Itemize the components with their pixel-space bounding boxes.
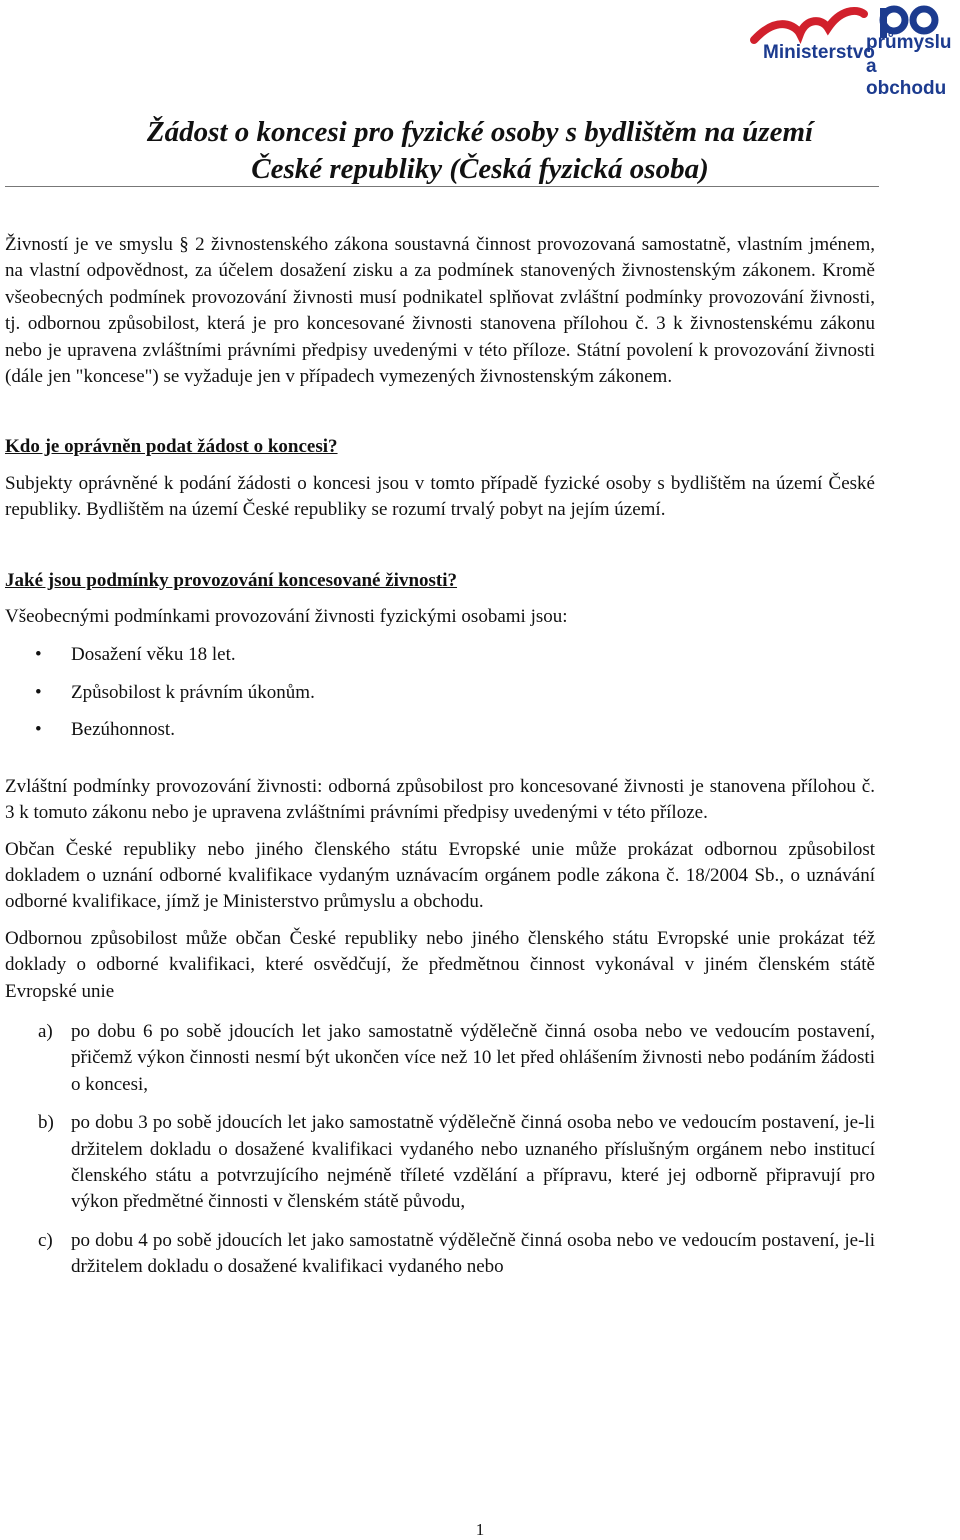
list-item: [5, 1019, 875, 1098]
general-conditions-list: [5, 642, 875, 743]
title-line-1: Žádost o koncesi pro fyzické osoby s bydlištěm na území: [146, 116, 814, 148]
list-item-text: po dobu 6 po sobě jdoucích let jako samostatně výdělečně činná osoba nebo ve vedoucím postavení, přičemž výkon činnosti nesmí být ukončen více než 10 let před ohlášením živnosti nebo podáním žádosti o koncesi,: [71, 1020, 875, 1095]
page-number: 1: [475, 1520, 485, 1539]
title-divider: [5, 186, 879, 187]
qualification-paragraph: Odbornou způsobilost může občan České republiky nebo jiného členského státu Evropské unie prokázat též doklady o odborné kvalifikaci, které osvědčují, že předmětnou činnost vykonával v jiném členském státě Evropské unie: [5, 927, 875, 1002]
qualification-list: [5, 1019, 875, 1281]
list-item: [5, 1228, 875, 1281]
mpo-logo: [748, 4, 958, 99]
list-item: [5, 1110, 875, 1216]
recognition-paragraph: Občan České republiky nebo jiného členského státu Evropské unie může prokázat odbornou způsobilost dokladem o uznání odborné kvalifikace vydaným uznávacím orgánem podle zákona č. 18/2004 Sb., o uznávání odborné kvalifikace, jímž je Ministerstvo průmyslu a obchodu.: [5, 838, 875, 913]
list-marker: c): [38, 1229, 53, 1251]
list-item: • Bezúhonnost.: [5, 717, 875, 743]
conditions-lead: Všeobecnými podmínkami provozování živnosti fyzickými osobami jsou:: [5, 606, 568, 628]
intro-paragraph: Živností je ve smyslu § 2 živnostenského zákona soustavná činnost provozovaná samostatně, vlastním jménem, na vlastní odpovědnost, za účelem dosažení zisku a za podmínek stanovených živnostenským zákonem. Kromě všeobecných podmínek provozování živnosti musí podnikatel splňovat zvláštní podmínky provozování živnosti, tj. odbornou způsobilost, která je pro koncesované živnosti stanovena přílohou č. 3 k živnostenskému zákonu nebo je upravena zvláštními právními předpisy uvedenými v této příloze. Státní povolení k provozování živnosti (dále jen "koncese") se vyžaduje jen v případech vymezených živnostenským zákonem.: [5, 234, 875, 388]
list-marker: a): [38, 1020, 53, 1042]
list-item-text: po dobu 3 po sobě jdoucích let jako samostatně výdělečně činná osoba nebo ve vedoucím postavení, je-li držitelem dokladu o dosažené kvalifikaci vydaného nebo uznaného příslušným orgánem nebo institucí členského státu a potvrzujícího nejméně tříleté vzdělání a přípravu, které jej odborně připravují pro výkon předmětné činnosti v členském státě původu,: [71, 1112, 875, 1213]
title-line-2: České republiky (Česká fyzická osoba): [251, 153, 709, 185]
page-title: [0, 114, 960, 188]
section-heading-conditions: Jaké jsou podmínky provozování koncesované živnosti?: [5, 569, 458, 591]
logo-text-industry: průmyslu: [866, 32, 952, 53]
logo-text-ministry: Ministerstvo: [763, 42, 875, 63]
eligibility-paragraph: Subjekty oprávněné k podání žádosti o koncesi jsou v tomto případě fyzické osoby s bydlištěm na území České republiky. Bydlištěm na území České republiky se rozumí trvalý pobyt na jejím území.: [5, 472, 875, 521]
section-heading-eligibility: Kdo je oprávněn podat žádost o koncesi?: [5, 436, 338, 458]
logo-text-trade: a obchodu: [866, 56, 947, 99]
document-body: [5, 232, 875, 1293]
special-conditions-paragraph: Zvláštní podmínky provozování živnosti: odborná způsobilost pro koncesované živnosti je stanovena přílohou č. 3 k tomuto zákonu nebo je upravena zvláštními právními předpisy uvedenými v této příloze.: [5, 775, 875, 824]
list-item-text: po dobu 4 po sobě jdoucích let jako samostatně výdělečně činná osoba nebo ve vedoucím postavení, je-li držitelem dokladu o dosažené kvalifikaci vydaného nebo: [71, 1229, 875, 1278]
list-marker: b): [38, 1112, 54, 1134]
list-item: • Způsobilost k právním úkonům.: [5, 680, 875, 706]
list-item: • Dosažení věku 18 let.: [5, 642, 875, 668]
